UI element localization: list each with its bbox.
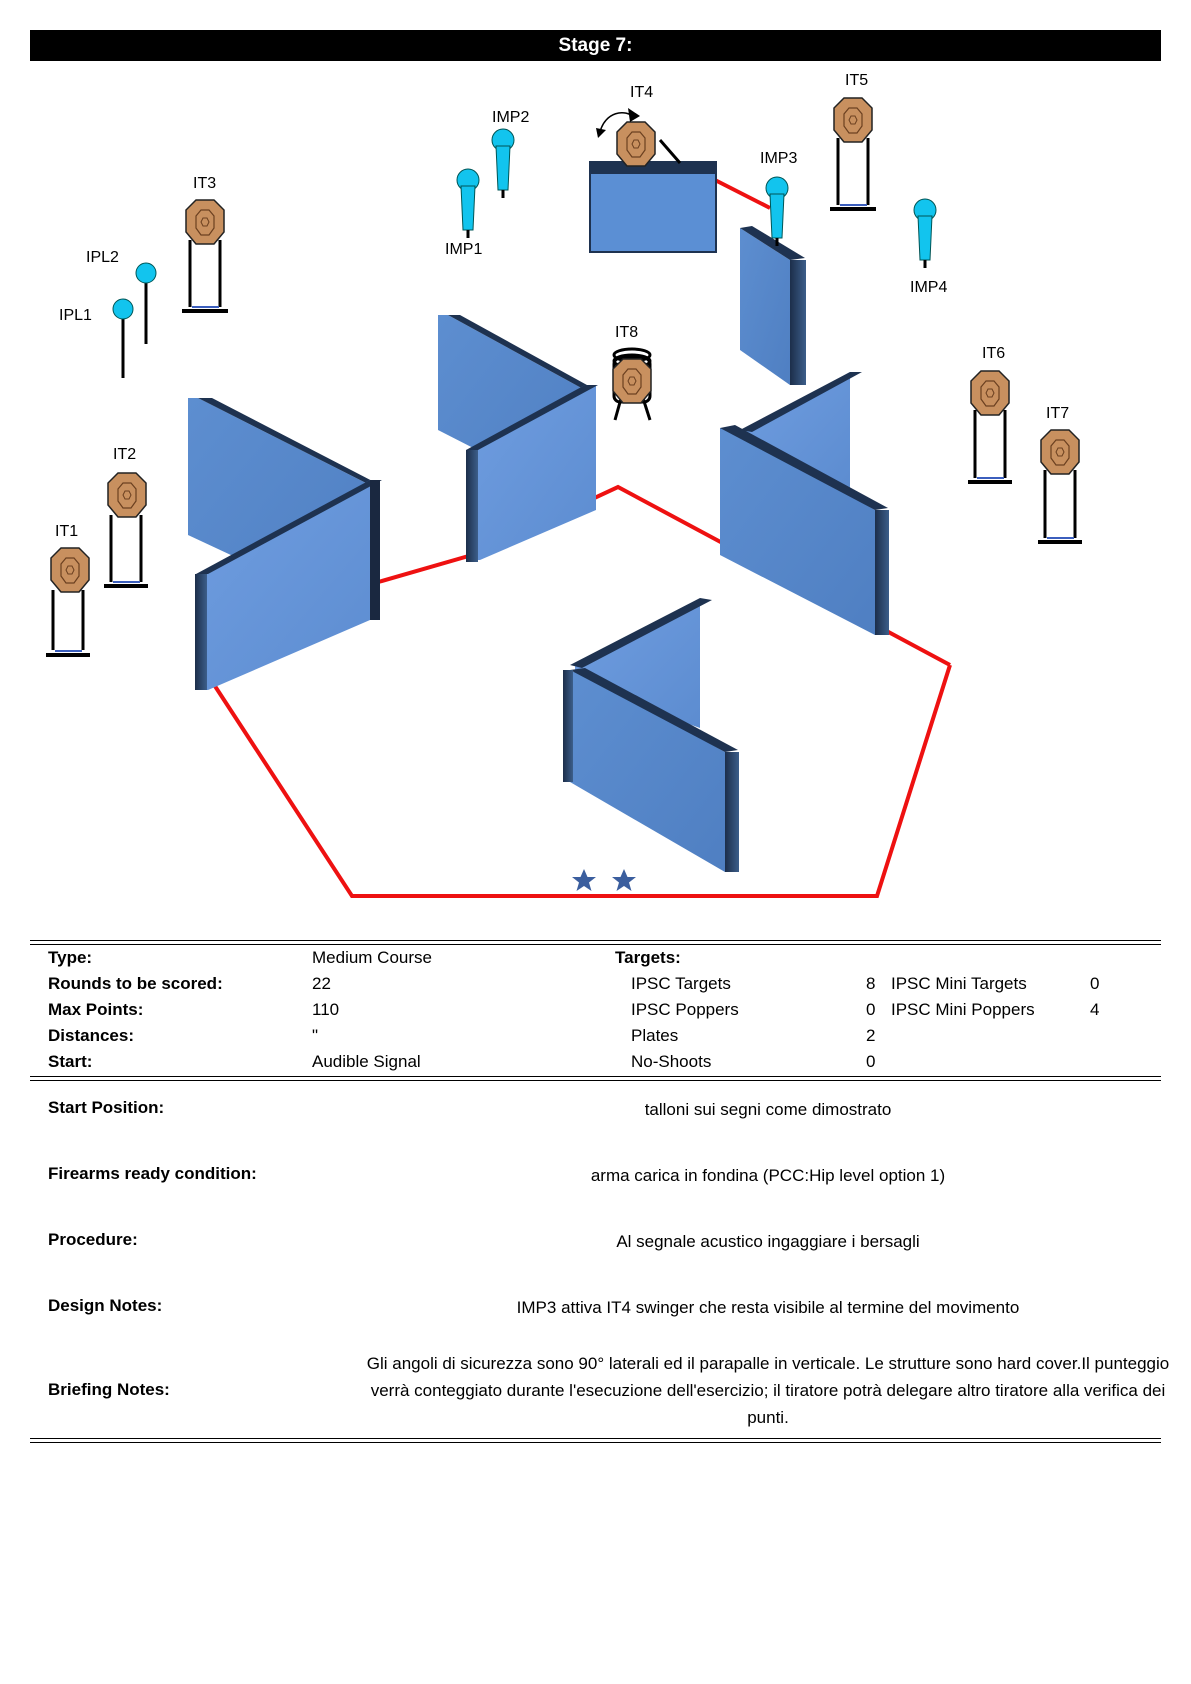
it4-box bbox=[590, 108, 716, 252]
ipl2-plate bbox=[136, 263, 156, 344]
barrier-center-left bbox=[438, 315, 598, 562]
imp2-popper-icon bbox=[492, 129, 514, 198]
label-it5: IT5 bbox=[845, 72, 869, 89]
mini-targets-value: 0 bbox=[1090, 974, 1100, 993]
target-icon bbox=[613, 359, 651, 403]
plates-value: 2 bbox=[866, 1026, 876, 1045]
procedure-label: Procedure: bbox=[48, 1230, 138, 1249]
plates-label: Plates bbox=[631, 1026, 679, 1045]
label-it6: IT6 bbox=[982, 345, 1006, 362]
ipsc-targets-value: 8 bbox=[866, 974, 876, 993]
distances-label: Distances: bbox=[48, 1026, 134, 1045]
target-icon bbox=[186, 200, 224, 244]
max-value: 110 bbox=[312, 1000, 340, 1019]
stage-diagram bbox=[0, 62, 1191, 922]
noshoots-label: No-Shoots bbox=[631, 1052, 712, 1071]
start-star-icon bbox=[572, 869, 596, 891]
start-label: Start: bbox=[48, 1052, 93, 1071]
ready-condition-label: Firearms ready condition: bbox=[48, 1164, 257, 1183]
mini-targets-label: IPSC Mini Targets bbox=[891, 974, 1027, 993]
mini-poppers-value: 4 bbox=[1090, 1000, 1100, 1019]
imp3-popper-icon bbox=[766, 177, 788, 246]
target-icon bbox=[1041, 430, 1079, 474]
it8-target bbox=[613, 349, 651, 420]
label-it3: IT3 bbox=[193, 175, 217, 192]
label-imp3: IMP3 bbox=[760, 150, 798, 167]
ipsc-poppers-label: IPSC Poppers bbox=[631, 1000, 739, 1019]
it5-target bbox=[830, 98, 876, 209]
label-ipl2: IPL2 bbox=[86, 249, 119, 266]
type-label: Type: bbox=[48, 948, 93, 967]
target-icon bbox=[51, 548, 89, 592]
target-icon bbox=[834, 98, 872, 142]
distances-value: " bbox=[312, 1026, 319, 1045]
start-value: Audible Signal bbox=[312, 1052, 421, 1071]
targets-title: Targets: bbox=[615, 948, 681, 967]
barrier-top-right bbox=[740, 226, 806, 385]
start-star-icon bbox=[612, 869, 636, 891]
type-value: Medium Course bbox=[312, 948, 432, 967]
imp4-popper-icon bbox=[914, 199, 936, 268]
label-it1: IT1 bbox=[55, 523, 79, 540]
briefing-notes-text: Gli angoli di sicurezza sono 90° laterali ed il parapalle in verticale. Le strutture sono hard cover.Il punteggio verrà conteggiato durante l'esecuzione dell'esercizio; il tiratore potrà delegare altro tiratore alla verifica dei punti. bbox=[366, 1354, 1170, 1427]
label-imp4: IMP4 bbox=[910, 279, 948, 296]
label-imp2: IMP2 bbox=[492, 109, 530, 126]
rounds-value: 22 bbox=[312, 974, 331, 993]
design-notes-text: IMP3 attiva IT4 swinger che resta visibile al termine del movimento bbox=[516, 1298, 1020, 1317]
it2-target bbox=[104, 473, 148, 586]
label-ipl1: IPL1 bbox=[59, 307, 92, 324]
label-it7: IT7 bbox=[1046, 405, 1070, 422]
start-position-text: talloni sui segni come dimostrato bbox=[644, 1100, 892, 1119]
divider-bottom bbox=[30, 1438, 1161, 1443]
it7-target bbox=[1038, 430, 1082, 542]
it6-target bbox=[968, 371, 1012, 482]
it4-target-icon bbox=[617, 122, 655, 166]
ipsc-poppers-value: 0 bbox=[866, 1000, 876, 1019]
label-it4: IT4 bbox=[630, 84, 654, 101]
max-label: Max Points: bbox=[48, 1000, 144, 1019]
mini-poppers-label: IPSC Mini Poppers bbox=[891, 1000, 1035, 1019]
procedure-text: Al segnale acustico ingaggiare i bersagli bbox=[616, 1232, 920, 1251]
fault-line-top bbox=[715, 180, 770, 208]
label-it8: IT8 bbox=[615, 324, 639, 341]
barrier-bottom-center bbox=[563, 598, 739, 872]
stage-title: Stage 7: bbox=[30, 30, 1161, 61]
divider-middle bbox=[30, 1076, 1161, 1081]
rounds-label: Rounds to be scored: bbox=[48, 974, 223, 993]
start-position-label: Start Position: bbox=[48, 1098, 165, 1117]
target-icon bbox=[108, 473, 146, 517]
it3-target bbox=[182, 200, 228, 311]
briefing-notes-label: Briefing Notes: bbox=[48, 1380, 170, 1399]
label-it2: IT2 bbox=[113, 446, 137, 463]
ipsc-targets-label: IPSC Targets bbox=[631, 974, 731, 993]
it1-target bbox=[46, 548, 90, 655]
design-notes-label: Design Notes: bbox=[48, 1296, 163, 1315]
barrier-left bbox=[188, 398, 382, 690]
ready-condition-text: arma carica in fondina (PCC:Hip level option 1) bbox=[590, 1166, 946, 1185]
divider-top bbox=[30, 940, 1161, 945]
ipl1-plate bbox=[113, 299, 133, 378]
noshoots-value: 0 bbox=[866, 1052, 876, 1071]
label-imp1: IMP1 bbox=[445, 241, 483, 258]
barrier-right bbox=[720, 372, 889, 635]
target-icon bbox=[971, 371, 1009, 415]
imp1-popper-icon bbox=[457, 169, 479, 238]
